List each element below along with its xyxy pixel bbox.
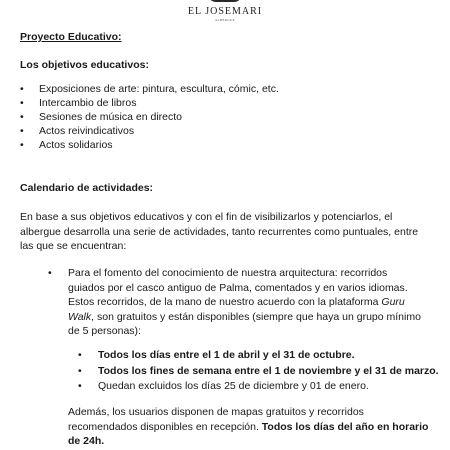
closing-paragraph xyxy=(68,405,446,449)
bullet-icon: • xyxy=(20,97,24,109)
bullet-icon: • xyxy=(48,267,52,279)
list-item: • Todos los días entre el 1 de abril y el 31 de octubre. xyxy=(78,348,448,364)
list-item: • Intercambio de libros xyxy=(20,97,137,109)
intro-line: albergue desarrolla una serie de actividades, tanto recurrentes como puntuales, entre xyxy=(20,225,419,238)
bullet-icon: • xyxy=(78,364,82,377)
bullet-icon: • xyxy=(20,83,24,95)
closing-line: de 24h. xyxy=(68,435,105,447)
logo-emblem-icon xyxy=(208,0,242,2)
list-item: • Actos solidarios xyxy=(20,139,113,151)
tour-paragraph xyxy=(68,266,446,339)
platform-name: Guru xyxy=(381,296,405,308)
bullet-icon: • xyxy=(78,349,82,361)
logo-subtitle: ALBERGUE xyxy=(215,18,235,22)
tour-line: Estos recorridos, de la mano de nuestro acuerdo con la plataforma Guru xyxy=(68,296,405,308)
tour-line: Para el fomento del conocimiento de nuestra arquitectura: recorridos xyxy=(68,267,388,279)
intro-line: las que se encuentran: xyxy=(20,240,127,252)
calendar-title: Calendario de actividades: xyxy=(20,182,154,194)
tour-line: Walk, son gratuitos y están disponibles (siempre que haya un grupo mínimo xyxy=(68,310,421,323)
intro-line: En base a sus objetivos educativos y con el fin de visibilizarlos y potenciarlos, el xyxy=(20,211,393,223)
objectives-title: Los objetivos educativos: xyxy=(20,59,149,71)
list-item: • Sesiones de música en directo xyxy=(20,111,182,123)
list-item: • Todos los fines de semana entre el 1 de noviembre y el 31 de marzo. xyxy=(78,364,448,380)
list-item: • Actos reivindicativos xyxy=(20,125,135,137)
objectives-list xyxy=(20,82,440,152)
tour-line: de 5 personas): xyxy=(68,325,141,337)
logo-title: EL JOSEMARI xyxy=(187,6,263,17)
tour-line: guiados por el casco antiguo de Palma, comentados y en varios idiomas. xyxy=(68,281,408,294)
platform-name: Walk xyxy=(68,310,92,323)
list-item: • Quedan excluidos los días 25 de diciembre y 01 de enero. xyxy=(78,379,448,395)
bullet-icon: • xyxy=(20,111,24,123)
page-heading: Proyecto Educativo: xyxy=(20,31,122,43)
bullet-icon: • xyxy=(20,125,24,137)
bullet-icon: • xyxy=(78,380,82,392)
bullet-icon: • xyxy=(20,139,24,151)
closing-line: Además, los usuarios disponen de mapas gratuitos y recorridos xyxy=(68,406,364,418)
intro-paragraph xyxy=(20,210,445,254)
logo xyxy=(0,0,450,24)
schedule-list xyxy=(78,348,448,395)
closing-line: recomendados disponibles en recepción. Todos los días del año en horario xyxy=(68,420,429,433)
list-item: • Exposiciones de arte: pintura, escultura, cómic, etc. xyxy=(20,83,279,95)
